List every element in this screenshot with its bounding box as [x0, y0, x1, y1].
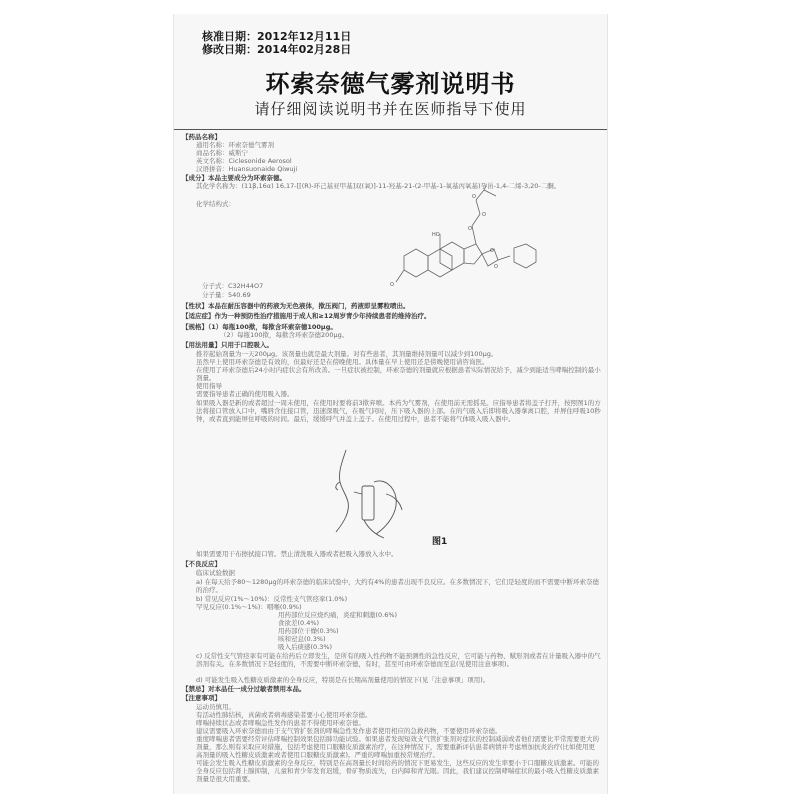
dosage-3: 在使用了环索奈德后24小时内症状会有所改善。一旦症状被控制，环索奈德的剂量就应根据患者实际情况给予，减少到能适当哮喘控制的最小剂量。	[196, 366, 601, 382]
dosage-1: 推荐起始剂量为一天200μg。该剂量也就是最大剂量。对有些患者，其剂量维持剂量可以减少到100μg。	[196, 350, 498, 358]
section-specification: 【规格】（1）每瓶100揿，每揿含环索奈德100μg。	[182, 323, 337, 331]
precaution-4: 建议需要吸入环索奈德而由于支气管扩张剂的哮喘急性发作患者使用相应的急救药物，不要使用环索奈德。	[196, 727, 502, 735]
inhaler-usage-illustration	[324, 442, 454, 542]
structure-label: 化学结构式：	[196, 200, 235, 208]
usage-heading: 使用指导	[196, 382, 222, 390]
adverse-item-1: 用药部位反应烧灼痛，炎症和刺激(0.6%)	[278, 611, 398, 619]
precaution-1: 运动员慎用。	[196, 703, 235, 711]
pinyin-name: 汉语拼音：Huansuonaide Qiwuji	[196, 165, 298, 173]
header-rule	[174, 129, 607, 130]
section-description: 【性状】本品在耐压容器中的药液为无色液体，揿压阀门，药液即呈雾粒喷出。	[182, 302, 410, 310]
section-adverse: 【不良反应】	[182, 560, 221, 568]
adverse-item-2: 食欲差(0.4%)	[278, 619, 320, 627]
usage-2: 如果吸入器是新的或者超过一周未使用，在使用时要将前3揿弃喷。本药为气雾剂，在使用前无需摇晃。应指导患者将盖子打开，按照图1的方法将接口管放入口中，嘴唇含住接口管，迅速深吸气，在吸气同时，压下吸入器的上部。在的气吸入后即将吸入器拿离口腔，并屏住呼吸10秒钟，或者直到能屏住呼吸的时间。最后，缓缓呼气并盖上盖子。在使用过程中，患者不能将气体吸入吸入器中。	[196, 399, 601, 423]
specification-2: （2）每瓶100揿，每揿含环索奈德200μg。	[220, 331, 349, 339]
molecular-weight: 分子量：540.69	[202, 291, 251, 299]
cleaning-note: 如果需要用干布擦拭接口管。禁止清洗吸入器或者把吸入器放入水中。	[196, 550, 398, 558]
document-title: 环索奈德气雾剂说明书	[265, 70, 516, 98]
section-precautions: 【注意事项】	[182, 694, 221, 702]
precaution-6: 可能会发生吸入性糖皮质激素的全身反应，特别是在高剂量长时间给药的情况下更易发生，这些反应的发生率要小于口服糖皮质激素。可能的全身反应包括肾上腺抑制，儿童和青少年发育迟缓，骨矿物质流失，白内障和青光眼。因此，我们建议控制哮喘症状的最小吸入性糖皮质激素剂量是很大用重要。	[196, 759, 599, 783]
precaution-5: 重度哮喘患者需要经常评估哮喘控制效果包括肺功能试验。如果患者发现短效支气管扩张剂对症状的控制减弱或者他们需要比平常需要更大的剂量，那么则有采取应对措施，包括考虑使用口服糖皮质激素治疗，在这种情况下，需要重新评估患者病情并考虑增加抗炎治疗(比如使用更高剂量的吸入性糖皮质激素或者使用口服糖皮质激素)。严重的哮喘加重按常规治疗。	[196, 735, 599, 759]
section-contraindications: 【禁忌】对本品任一成分过敏者禁用本品。	[182, 685, 306, 693]
adverse-item-5: 吸入后痰感(0.3%)	[278, 643, 333, 651]
adverse-d: d) 可能发生吸入性糖皮质激素的全身反应，特别是在长期高剂量使用的情况下(见「注意事项」项用)。	[196, 676, 490, 684]
precaution-3: 哮喘持续状态或者哮喘急性发作的患者不得使用环索奈德。	[196, 719, 365, 727]
svg-text:O: O	[490, 248, 494, 254]
approve-date: 核准日期：2012年12月11日	[202, 30, 352, 43]
svg-text:O: O	[494, 264, 498, 270]
adverse-item-4: 咳和窒息(0.3%)	[278, 635, 326, 643]
svg-text:O: O	[390, 282, 394, 288]
svg-text:O: O	[482, 212, 486, 218]
adverse-item-3: 用药部位干燥(0.3%)	[278, 627, 339, 635]
chemical-name: 其化学名称为：(11β,16α) 16,17-[[(R)-环己基亚甲基]双(氧)]-11-羟基-21-(2-甲基-1-氧基丙氧基)孕甾-1,4-二烯-3,20-二酮。	[196, 182, 561, 190]
dosage-2: 虽然早上使用环索奈德是有效的，但最好还是在傍晚使用。具体量在早上使用还是傍晚使用请咨询医。	[196, 358, 489, 366]
section-ingredients: 【成分】本品主要成分为环索奈德。	[182, 174, 286, 182]
clinical-data: 临床试验数据	[196, 569, 235, 577]
figure-caption: 图1	[432, 537, 448, 547]
leaflet-sheet	[173, 14, 608, 794]
svg-text:O: O	[468, 226, 472, 232]
section-dosage: 【用法用量】只用于口腔吸入。	[182, 341, 273, 349]
chemical-structure-figure	[384, 186, 554, 296]
usage-1: 需要指导患者正确的使用吸入器。	[196, 390, 294, 398]
svg-text:O: O	[472, 194, 476, 200]
adverse-b: b) 常见反应(1%～10%)：反常性支气管痉挛(1.0%)	[196, 595, 348, 603]
adverse-a: a) 在每天给予80～1280μg的环索奈德的临床试验中，大约有4%的患者出现不良反应。在多数情况下，它们是轻度的而不需要中断环索奈德的治疗。	[196, 578, 599, 594]
svg-text:HO: HO	[432, 232, 440, 238]
section-indications: 【适应症】作为一种预防性治疗措施用于成人和≥12周岁青少年持续患者的维持治疗。	[182, 312, 431, 320]
molecular-formula: 分子式：C32H44O7	[202, 282, 264, 290]
section-drug-name: 【药品名称】	[182, 133, 221, 141]
document-subtitle: 请仔细阅读说明书并在医师指导下使用	[254, 100, 527, 118]
precaution-2: 有活动性肺结核，真菌或者病毒感染者要小心使用环索奈德。	[196, 711, 372, 719]
adverse-rare: 罕见反应(0.1%～1%)：咽喉(0.9%)	[196, 603, 302, 611]
revise-date: 修改日期：2014年02月28日	[202, 43, 352, 56]
generic-name: 通用名称：环索奈德气雾剂	[196, 141, 274, 149]
english-name: 英文名称：Ciclesonide Aerosol	[196, 157, 292, 165]
trade-name: 商品名称：威斯宁	[196, 149, 248, 157]
adverse-c: c) 反常性支气管痉挛有可能在给药后立即发生，是所有的吸入性药物不能预测性的急性反应，它可能与药物、赋形剂或者在计量吸入器中的气溶剂有关。在多数情况下是轻度的，不需要中断环索奈德，有时，甚至可由环索奈德而至息(见使用注意事项)。	[196, 652, 601, 668]
